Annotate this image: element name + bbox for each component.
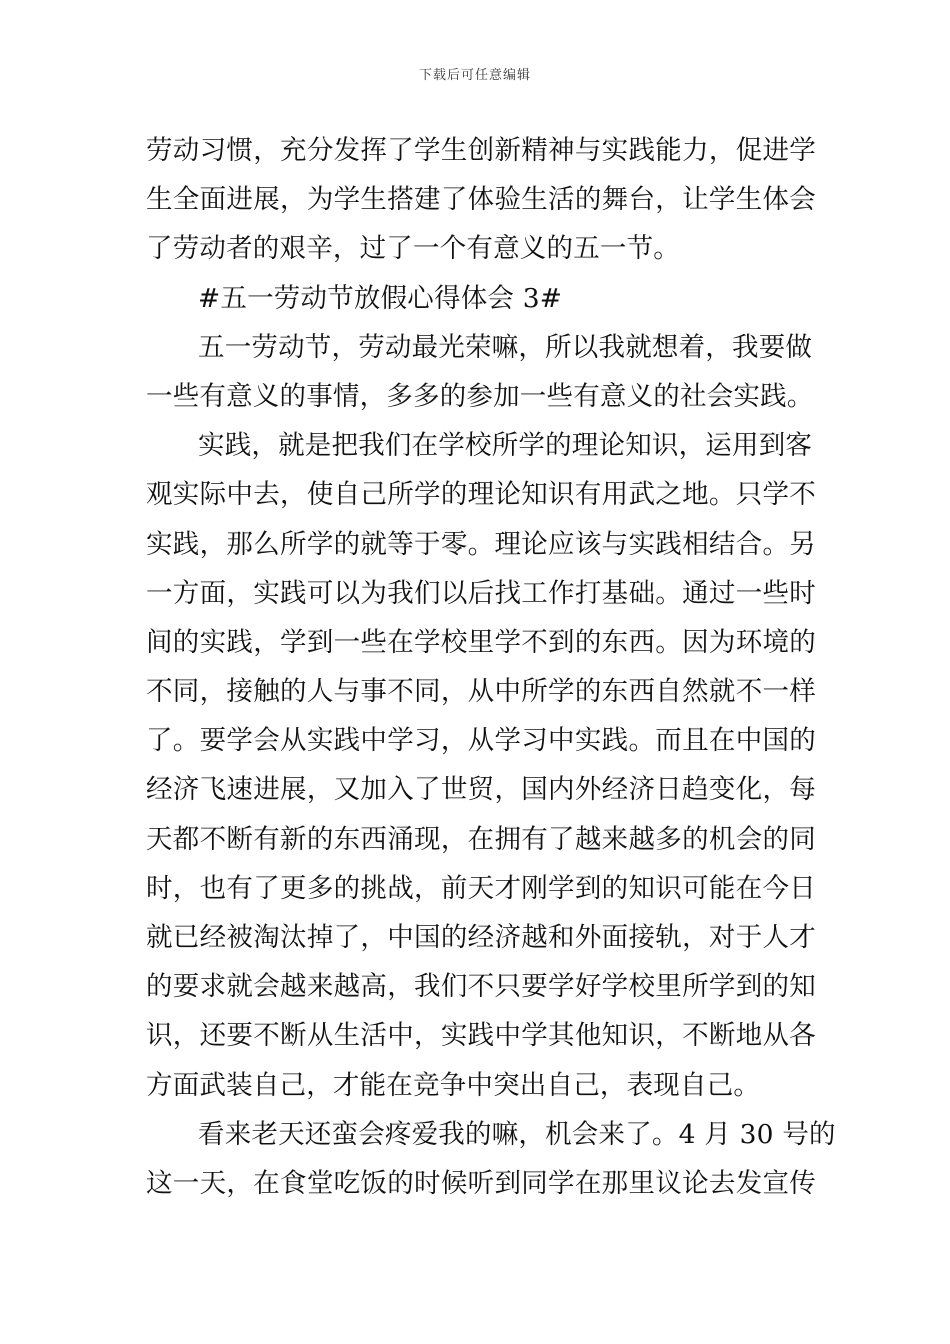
text-line: 就已经被淘汰掉了，中国的经济越和外面接轨，对于人才 <box>146 922 816 953</box>
text-line: 一些有意义的事情，多多的参加一些有意义的社会实践。 <box>146 380 814 412</box>
text-line: 间的实践，学到一些在学校里学不到的东西。因为环境的 <box>146 626 816 658</box>
text-line: 了劳动者的艰辛，过了一个有意义的五一节。 <box>146 233 680 265</box>
page-header: 下载后可任意编辑 <box>418 68 531 83</box>
text-line: 天都不断有新的东西涌现，在拥有了越来越多的机会的同 <box>146 823 816 855</box>
text-line: 看来老天还蛮会疼爱我的嘛，机会来了。4 月 30 号的 <box>198 1118 836 1150</box>
text-line: 识，还要不断从生活中，实践中学其他知识，不断地从各 <box>146 1020 816 1052</box>
text-line: 经济飞速进展，又加入了世贸，国内外经济日趋变化，每 <box>146 774 816 806</box>
text-line: 生全面进展，为学生搭建了体验生活的舞台，让学生体会 <box>146 184 816 216</box>
text-line: 了。要学会从实践中学习，从学习中实践。而且在中国的 <box>146 725 816 757</box>
text-line: 五一劳动节，劳动最光荣嘛，所以我就想着，我要做 <box>198 331 813 363</box>
document-body <box>146 126 836 1208</box>
text-line: 时，也有了更多的挑战，前天才刚学到的知识可能在今日 <box>146 872 816 904</box>
text-line: 劳动习惯，充分发挥了学生创新精神与实践能力，促进学 <box>146 135 816 166</box>
text-line: 不同，接触的人与事不同，从中所学的东西自然就不一样 <box>146 676 816 708</box>
text-line: 实践，那么所学的就等于零。理论应该与实践相结合。另 <box>146 528 816 560</box>
text-line: 观实际中去，使自己所学的理论知识有用武之地。只学不 <box>146 479 816 511</box>
text-line: 这一天，在食堂吃饭的时候听到同学在那里议论去发宣传 <box>146 1167 816 1199</box>
text-line: 方面武装自己，才能在竞争中突出自己，表现自己。 <box>146 1069 761 1101</box>
text-line: 的要求就会越来越高，我们不只要学好学校里所学到的知 <box>146 971 816 1003</box>
section-heading: #五一劳动节放假心得体会 3# <box>198 282 563 314</box>
text-line: 一方面，实践可以为我们以后找工作打基础。通过一些时 <box>146 577 816 609</box>
text-line: 实践，就是把我们在学校所学的理论知识，运用到客 <box>198 430 813 462</box>
